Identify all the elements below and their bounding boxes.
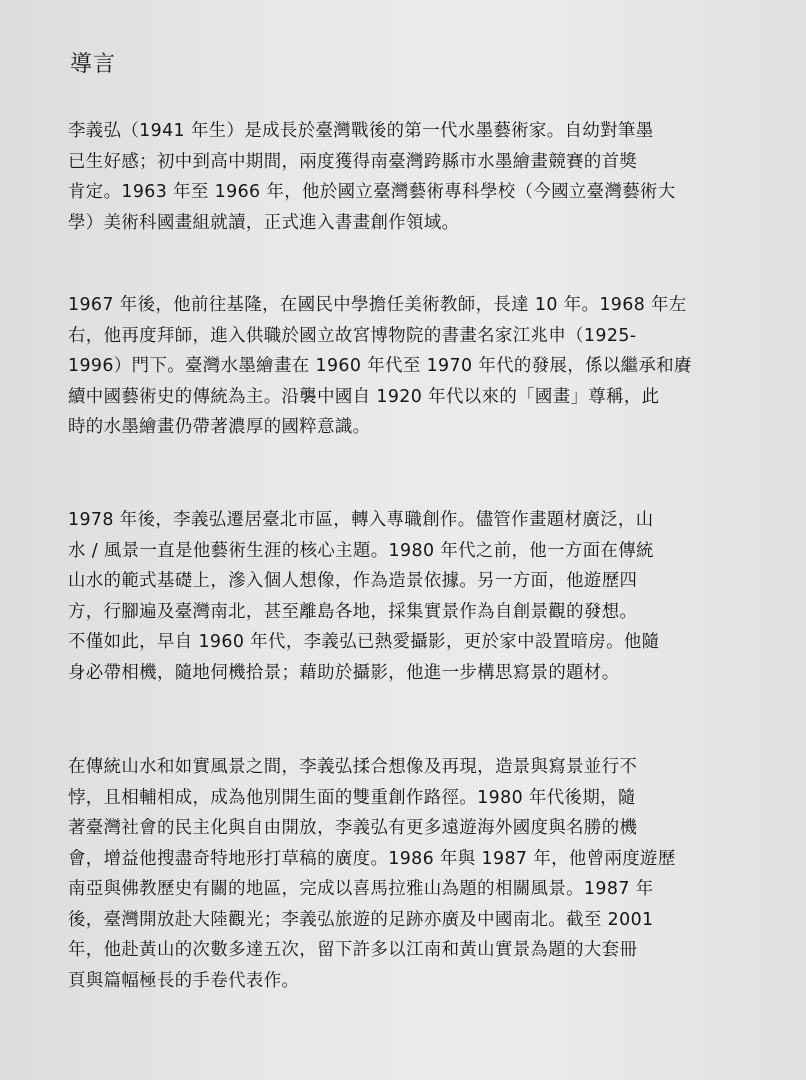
text-line: 悖，且相輔相成，成為他別開生面的雙重創作路徑。1980 年代後期，隨: [68, 787, 636, 808]
paragraph-4: [68, 752, 754, 996]
text-line: 1967 年後，他前往基隆，在國民中學擔任美術教師，長達 10 年。1968 年左: [68, 295, 687, 315]
paragraph-1: [68, 116, 754, 238]
document-title: 導言: [70, 52, 117, 77]
text-line: 頁與篇幅極長的手卷代表作。: [68, 970, 300, 991]
text-line: 方，行腳遍及臺灣南北，甚至離島各地，採集實景作為自創景觀的發想。: [68, 601, 638, 622]
text-line: 會，增益他搜盡奇特地形打草稿的廣度。1986 年與 1987 年，他曾兩度遊歷: [68, 848, 676, 869]
text-line: 1978 年後，李義弘遷居臺北市區，轉入專職創作。儘管作畫題材廣泛，山: [68, 510, 654, 530]
text-line: 續中國藝術史的傳統為主。沿襲中國自 1920 年代以來的「國畫」尊稱，此: [68, 386, 660, 407]
text-line: 已生好感；初中到高中期間，兩度獲得南臺灣跨縣市水墨繪畫競賽的首獎: [68, 151, 638, 172]
text-line: 肯定。1963 年至 1966 年，他於國立臺灣藝術專科學校（今國立臺灣藝術大: [68, 182, 676, 202]
text-line: 身必帶相機，隨地伺機拾景；藉助於攝影，他進一步構思寫景的題材。: [68, 662, 620, 683]
paragraph-3: [68, 505, 754, 688]
text-line: 年，他赴黃山的次數多達五次，留下許多以江南和黃山實景為題的大套冊: [68, 940, 638, 960]
text-line: 右，他再度拜師，進入供職於國立故宮博物院的書畫名家江兆申（1925-: [68, 325, 637, 346]
text-line: 水 / 風景一直是他藝術生涯的核心主題。1980 年代之前，他一方面在傳統: [68, 540, 654, 561]
text-line: 在傳統山水和如實風景之間，李義弘揉合想像及再現，造景與寫景並行不: [68, 757, 638, 777]
text-line: 不僅如此，早自 1960 年代，李義弘已熱愛攝影，更於家中設置暗房。他隨: [68, 632, 660, 652]
text-line: 1996）門下。臺灣水墨繪畫在 1960 年代至 1970 年代的發展，係以繼承和賡: [68, 356, 692, 376]
paragraph-2: [68, 290, 754, 443]
text-line: 時的水墨繪畫仍帶著濃厚的國粹意識。: [68, 417, 371, 437]
text-line: 李義弘（1941 年生）是成長於臺灣戰後的第一代水墨藝術家。自幼對筆墨: [68, 121, 654, 141]
text-line: 著臺灣社會的民主化與自由開放，李義弘有更多遠遊海外國度與名勝的機: [68, 818, 638, 838]
text-line: 後，臺灣開放赴大陸觀光；李義弘旅遊的足跡亦廣及中國南北。截至 2001: [68, 909, 654, 930]
text-line: 山水的範式基礎上，滲入個人想像，作為造景依據。另一方面，他遊歷四: [68, 571, 638, 591]
text-line: 南亞與佛教歷史有關的地區，完成以喜馬拉雅山為題的相關風景。1987 年: [68, 879, 654, 899]
text-line: 學）美術科國畫組就讀，正式進入書畫創作領域。: [68, 212, 460, 233]
